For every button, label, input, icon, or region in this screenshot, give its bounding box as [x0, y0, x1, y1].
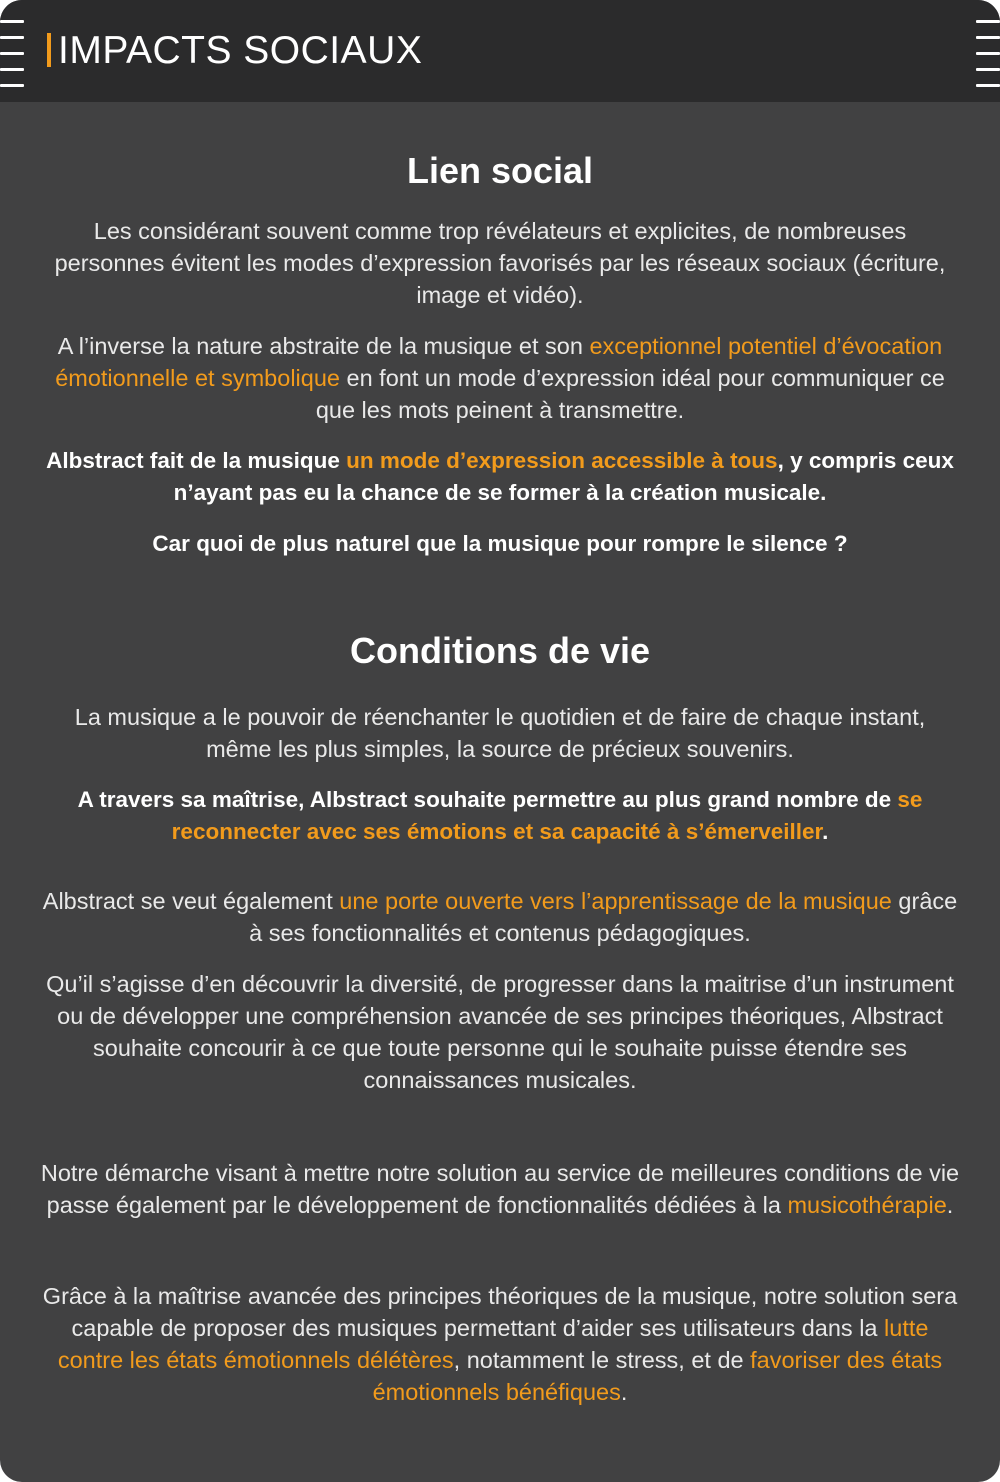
section-heading-lien-social: Lien social [406, 150, 594, 191]
highlight-text: exceptionnel potentiel d’évocation émotionnelle et symbolique [55, 333, 943, 391]
highlight-text: un mode d’expression accessible à tous [346, 448, 778, 473]
page-title: IMPACTS SOCIAUX [58, 29, 423, 72]
highlight-text: une porte ouverte vers l’apprentissage de la musique [339, 888, 892, 914]
paragraph: Les considérant souvent comme trop révélateurs et explicites, de nombreuses personnes évitent les modes d’expression favorisés par les réseaux sociaux (écriture, image et vidéo). [54, 218, 946, 308]
highlight-text: se reconnecter avec ses émotions et sa capacité à s’émerveiller [171, 787, 923, 844]
hamburger-icon[interactable] [976, 20, 1000, 86]
section-header [0, 0, 1000, 102]
paragraph: Albstract se veut également une porte ouverte vers l’apprentissage de la musique grâce à ses fonctionnalités et contenus pédagogiques. [42, 888, 958, 946]
paragraph: Qu’il s’agisse d’en découvrir la diversité, de progresser dans la maitrise d’un instrument ou de développer une compréhension avancée de ses principes théoriques, Albstract souhaite concourir à ce que toute personne qui le souhaite puisse étendre ses connaissances musicales. [46, 971, 954, 1093]
section-heading-conditions-de-vie: Conditions de vie [349, 630, 651, 671]
paragraph: La musique a le pouvoir de réenchanter le quotidien et de faire de chaque instant, même les plus simples, la source de précieux souvenirs. [74, 704, 926, 762]
highlight-text: lutte contre les états émotionnels délétères [57, 1315, 929, 1373]
title-accent-bar [47, 33, 51, 67]
paragraph: Notre démarche visant à mettre notre solution au service de meilleures conditions de vie passe également par le développement de fonctionnalités dédiées à la musicothérapie. [40, 1160, 960, 1218]
highlight-text: musicothérapie [787, 1192, 947, 1218]
highlight-text: favoriser des états émotionnels bénéfiques [372, 1347, 943, 1405]
paragraph: Albstract fait de la musique un mode d’expression accessible à tous, y compris ceux n’ayant pas eu la chance de se former à la création musicale. [46, 448, 954, 505]
paragraph: Grâce à la maîtrise avancée des principes théoriques de la musique, notre solution sera capable de proposer des musiques permettant d’aider ses utilisateurs dans la lutte contre les états émotionnels délétères, notamment le stress, et de favoriser des états émotionnels bénéfiques. [42, 1283, 958, 1405]
paragraph: A travers sa maîtrise, Albstract souhaite permettre au plus grand nombre de se reconnecter avec ses émotions et sa capacité à s’émerveiller. [77, 787, 923, 844]
paragraph: A l’inverse la nature abstraite de la musique et son exceptionnel potentiel d’évocation émotionnelle et symbolique en font un mode d’expression idéal pour communiquer ce que les mots peinent à transmettre. [55, 333, 945, 423]
hamburger-icon[interactable] [0, 20, 24, 86]
paragraph: Car quoi de plus naturel que la musique pour rompre le silence ? [152, 531, 848, 556]
